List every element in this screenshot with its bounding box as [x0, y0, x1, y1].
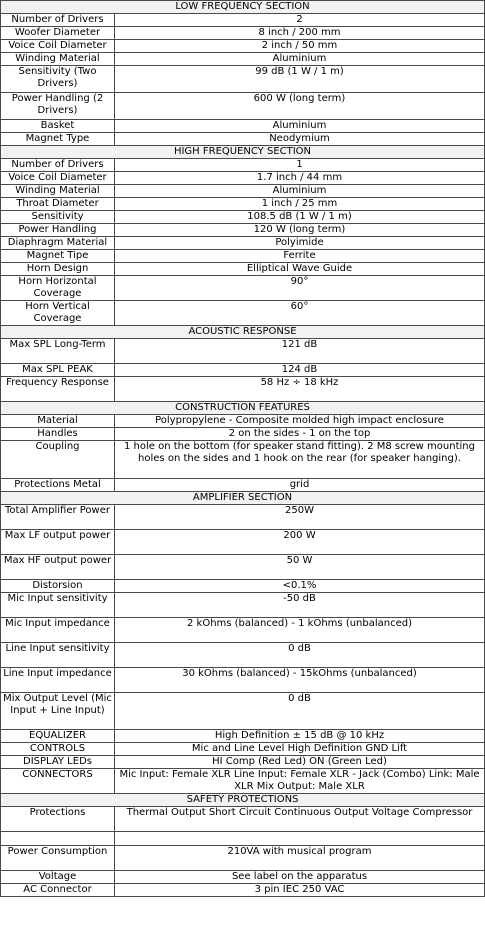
spec-label: Handles [1, 428, 115, 441]
spec-value: 1 inch / 25 mm [115, 198, 485, 211]
spec-label: Woofer Diameter [1, 27, 115, 40]
spec-value: 210VA with musical program [115, 846, 485, 871]
spec-label: Total Amplifier Power [1, 505, 115, 530]
section-title: AMPLIFIER SECTION [1, 492, 485, 505]
spec-label: Mix Output Level (Mic Input + Line Input) [1, 693, 115, 730]
spec-row [1, 224, 485, 237]
spec-row [1, 185, 485, 198]
spec-label: Voice Coil Diameter [1, 40, 115, 53]
spec-row [1, 884, 485, 897]
spec-label: Power Consumption [1, 846, 115, 871]
spec-row [1, 276, 485, 301]
spec-row [1, 756, 485, 769]
spec-value: Mic and Line Level High Definition GND Lift [115, 743, 485, 756]
section-header-high-frequency-section [1, 146, 485, 159]
spec-row [1, 693, 485, 730]
spec-row [1, 871, 485, 884]
spec-row [1, 618, 485, 643]
spec-value: See label on the apparatus [115, 871, 485, 884]
spec-row [1, 364, 485, 377]
section-header-low-frequency-section [1, 1, 485, 14]
spec-label: Horn Vertical Coverage [1, 301, 115, 326]
spec-row [1, 555, 485, 580]
spec-value: 60° [115, 301, 485, 326]
spec-row [1, 133, 485, 146]
spec-row [1, 120, 485, 133]
spec-value: HI Comp (Red Led) ON (Green Led) [115, 756, 485, 769]
spec-row [1, 172, 485, 185]
spec-value: Aluminium [115, 120, 485, 133]
spec-label: Diaphragm Material [1, 237, 115, 250]
spec-label: Sensitivity (Two Drivers) [1, 66, 115, 93]
spec-row [1, 643, 485, 668]
spec-row [1, 14, 485, 27]
spec-row [1, 339, 485, 364]
spec-value [115, 832, 485, 846]
spec-value: grid [115, 479, 485, 492]
spec-value: 0 dB [115, 693, 485, 730]
spec-row [1, 441, 485, 479]
spec-value: 3 pin IEC 250 VAC [115, 884, 485, 897]
section-header-safety-protections [1, 794, 485, 807]
spec-row [1, 846, 485, 871]
spec-row [1, 505, 485, 530]
spec-label: Frequency Response [1, 377, 115, 402]
spec-label: Throat Diameter [1, 198, 115, 211]
spec-row [1, 769, 485, 794]
spec-label: Protections [1, 807, 115, 832]
spec-label: Horn Design [1, 263, 115, 276]
section-title: ACOUSTIC RESPONSE [1, 326, 485, 339]
spec-label: Voltage [1, 871, 115, 884]
spec-value: 8 inch / 200 mm [115, 27, 485, 40]
spec-label: Power Handling (2 Drivers) [1, 93, 115, 120]
spec-row [1, 530, 485, 555]
spec-value: 1.7 inch / 44 mm [115, 172, 485, 185]
spec-value: Aluminium [115, 185, 485, 198]
spec-label: Winding Material [1, 185, 115, 198]
spec-label: Basket [1, 120, 115, 133]
spec-label: EQUALIZER [1, 730, 115, 743]
spec-row [1, 743, 485, 756]
spec-value: Polypropylene - Composite molded high impact enclosure [115, 415, 485, 428]
spec-label: Max SPL Long-Term [1, 339, 115, 364]
spec-label: CONTROLS [1, 743, 115, 756]
section-header-amplifier-section [1, 492, 485, 505]
spec-value: 2 on the sides - 1 on the top [115, 428, 485, 441]
spec-value: High Definition ± 15 dB @ 10 kHz [115, 730, 485, 743]
spec-value: 30 kOhms (balanced) - 15kOhms (unbalanced) [115, 668, 485, 693]
spec-row [1, 580, 485, 593]
spec-value: 2 [115, 14, 485, 27]
spec-label: Power Handling [1, 224, 115, 237]
spec-label: Mic Input impedance [1, 618, 115, 643]
spec-label: Line Input impedance [1, 668, 115, 693]
spec-row [1, 53, 485, 66]
spec-value: 1 hole on the bottom (for speaker stand fitting). 2 M8 screw mounting holes on the sides and 1 hook on the rear (for speaker hanging). [115, 441, 485, 479]
spec-row [1, 807, 485, 832]
spec-label: Sensitivity [1, 211, 115, 224]
spec-label: Max HF output power [1, 555, 115, 580]
spec-value: 2 inch / 50 mm [115, 40, 485, 53]
spec-row [1, 415, 485, 428]
spec-row [1, 40, 485, 53]
spec-label: Winding Material [1, 53, 115, 66]
spec-row [1, 198, 485, 211]
spec-label: Magnet Type [1, 133, 115, 146]
spec-value: Ferrite [115, 250, 485, 263]
spec-value: Elliptical Wave Guide [115, 263, 485, 276]
spec-row [1, 27, 485, 40]
spec-label: CONNECTORS [1, 769, 115, 794]
spec-value: 600 W (long term) [115, 93, 485, 120]
spec-label: Max SPL PEAK [1, 364, 115, 377]
spec-label: Number of Drivers [1, 159, 115, 172]
section-header-construction-features [1, 402, 485, 415]
spec-row [1, 250, 485, 263]
spec-label: Protections Metal [1, 479, 115, 492]
spec-label: Mic Input sensitivity [1, 593, 115, 618]
spec-row [1, 211, 485, 224]
spec-value: 2 kOhms (balanced) - 1 kOhms (unbalanced) [115, 618, 485, 643]
spec-value: -50 dB [115, 593, 485, 618]
spec-row [1, 93, 485, 120]
spec-label: Line Input sensitivity [1, 643, 115, 668]
section-title: LOW FREQUENCY SECTION [1, 1, 485, 14]
spec-row [1, 479, 485, 492]
spec-row [1, 159, 485, 172]
spec-value: Neodymium [115, 133, 485, 146]
spec-label: Horn Horizontal Coverage [1, 276, 115, 301]
spec-table-body [1, 1, 485, 897]
spec-label: Coupling [1, 441, 115, 479]
spec-row [1, 428, 485, 441]
spec-value: 58 Hz ÷ 18 kHz [115, 377, 485, 402]
spec-value: 99 dB (1 W / 1 m) [115, 66, 485, 93]
spec-row [1, 730, 485, 743]
spec-value: <0.1% [115, 580, 485, 593]
spec-value: 1 [115, 159, 485, 172]
section-title: HIGH FREQUENCY SECTION [1, 146, 485, 159]
spec-label [1, 832, 115, 846]
spec-value: 0 dB [115, 643, 485, 668]
spec-label: Number of Drivers [1, 14, 115, 27]
spec-row [1, 377, 485, 402]
spec-label: Material [1, 415, 115, 428]
spec-value: Thermal Output Short Circuit Continuous Output Voltage Compressor [115, 807, 485, 832]
spec-value: 250W [115, 505, 485, 530]
spec-value: 90° [115, 276, 485, 301]
spec-label: Distorsion [1, 580, 115, 593]
spec-row [1, 593, 485, 618]
spec-value: 120 W (long term) [115, 224, 485, 237]
spec-label: DISPLAY LEDs [1, 756, 115, 769]
spec-value: 50 W [115, 555, 485, 580]
spec-value: 121 dB [115, 339, 485, 364]
spec-value: 108.5 dB (1 W / 1 m) [115, 211, 485, 224]
section-title: CONSTRUCTION FEATURES [1, 402, 485, 415]
spec-label: Magnet Tipe [1, 250, 115, 263]
spec-value: Polyimide [115, 237, 485, 250]
spec-row [1, 237, 485, 250]
spec-value: 124 dB [115, 364, 485, 377]
section-header-acoustic-response [1, 326, 485, 339]
spec-row [1, 66, 485, 93]
spec-value: 200 W [115, 530, 485, 555]
spec-label: Voice Coil Diameter [1, 172, 115, 185]
spec-row [1, 263, 485, 276]
spec-label: AC Connector [1, 884, 115, 897]
spec-row [1, 668, 485, 693]
spacer-row [1, 832, 485, 846]
spec-row [1, 301, 485, 326]
spec-label: Max LF output power [1, 530, 115, 555]
section-title: SAFETY PROTECTIONS [1, 794, 485, 807]
spec-value: Aluminium [115, 53, 485, 66]
spec-value: Mic Input: Female XLR Line Input: Female XLR - Jack (Combo) Link: Male XLR Mix Output: Male XLR [115, 769, 485, 794]
